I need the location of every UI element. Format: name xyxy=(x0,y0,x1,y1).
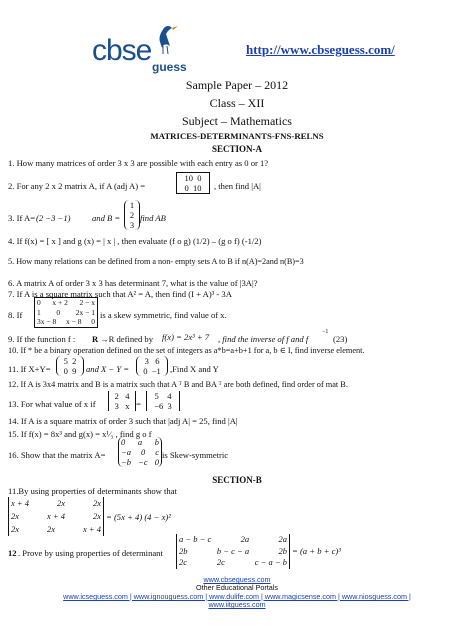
question-5: 5. How many relations can be defined from a non- empty sets A to B if n(A)=2and n(B)=3 xyxy=(8,257,304,266)
cbseguess-logo xyxy=(92,34,187,74)
question-11-and: and X − Y = xyxy=(86,364,130,374)
title-sample-paper: Sample Paper – 2012 xyxy=(185,78,289,92)
question-3-label: 3. If A= xyxy=(8,213,36,223)
question-16-matrix: 0 a b −a 0 c −b −c 0 xyxy=(118,437,162,467)
question-2-tail: , then find |A| xyxy=(214,181,261,191)
title-class: Class – XII xyxy=(209,96,265,110)
footer-iit-link[interactable]: www.iitguess.com xyxy=(208,600,266,609)
footer-portals-label: Other Educational Portals xyxy=(196,583,278,592)
section-b-heading: SECTION-B xyxy=(212,475,262,485)
question-13-det-2: 5 4 −6 3 xyxy=(146,391,180,411)
question-8-tail: is a skew symmetric, find value of x. xyxy=(100,310,227,320)
logo-subtext: guess xyxy=(152,60,187,74)
question-14: 14. If A is a square matrix of order 3 such that |adj A| = 25, find |A| xyxy=(8,416,238,426)
question-7: 7. If A is a square matrix such that A² = A, then find (I + A)³ - 3A xyxy=(8,289,232,299)
title-topics: MATRICES-DETERMINANTS-FNS-RELNS xyxy=(150,131,324,141)
question-4: 4. If f(x) = [ x ] and g (x) = | x | , then evaluate (f o g) (1/2) – (g o f) (-1/2) xyxy=(8,236,262,246)
title-subject: Subject – Mathematics xyxy=(182,114,292,128)
question-12: 12. If A is 3x4 matrix and B is a matrix such that A ᵀ B and BA ᵀ are both defined, find order of mat B. xyxy=(8,380,348,389)
question-2-matrix: 10 0 0 10 xyxy=(176,172,210,194)
question-8-label: 8. If xyxy=(8,310,23,320)
question-3-and: and B = xyxy=(92,213,121,223)
question-b11-result: = (5x + 4) (4 − x)² xyxy=(106,512,171,522)
question-b12-determinant: a − b − c 2a 2a 2b b − c − a 2b 2c 2c c − a − b xyxy=(176,534,290,569)
question-3-matrix-b: 1 2 3 xyxy=(124,200,140,230)
question-9-inverse-exp: −1 xyxy=(322,329,329,335)
question-b12-number: 12 xyxy=(8,548,17,558)
question-9-arg: (23) xyxy=(333,334,348,344)
question-9-find: , find the inverse of f and f xyxy=(218,334,309,344)
question-15: 15. If f(x) = 8x³ and g(x) = x¹⁄₃ , find g o f xyxy=(8,429,152,439)
question-13-label: 13. For what value of x if xyxy=(8,399,96,409)
question-10: 10. If * be a binary operation defined on the set of integers as a*b=a+b+1 for a, b ∈ I, find inverse element. xyxy=(8,346,365,355)
section-a-heading: SECTION-A xyxy=(211,144,262,154)
question-11-matrix-1: 5 2 0 9 xyxy=(56,356,84,376)
question-b12-result: = (a + b + c)³ xyxy=(292,546,341,556)
logo-text: cbse xyxy=(92,34,152,67)
question-6: 6. A matrix A of order 3 x 3 has determinant 7, what is the value of |3A|? xyxy=(8,278,258,288)
footer-main-link[interactable]: www.cbseguess.com xyxy=(203,575,271,584)
question-3-find: find AB xyxy=(140,213,166,223)
question-9-mapping: →R defined by xyxy=(100,334,153,344)
question-9-function: f(x) = 2x³ + 7 xyxy=(162,332,210,342)
question-9-label: 9. If the function f : xyxy=(8,334,76,344)
question-2-text: 2. For any 2 x 2 matrix A, if A (adj A) = xyxy=(8,181,146,191)
question-11-matrix-2: 3 6 0 −1 xyxy=(136,356,168,376)
question-9-domain: R xyxy=(92,334,99,344)
question-11-tail: ,Find X and Y xyxy=(170,364,219,374)
question-8-matrix: 0 x + 2 2 − x 1 0 2x − 1 3x − 8 x − 8 0 xyxy=(34,297,98,328)
question-b11-determinant: x + 4 2x 2x 2x x + 4 2x 2x 2x x + 4 xyxy=(8,497,104,536)
header-url-link[interactable]: http://www.cbseguess.com/ xyxy=(246,42,395,57)
question-b12-text: . Prove by using properties of determinant xyxy=(18,548,163,558)
question-16-label: 16. Show that the matrix A= xyxy=(8,450,106,460)
footer-portal-links[interactable]: www.icseguess.com | www.ignouguess.com | www.dulife.com | www.magicsense.com | www.niosguess.com | xyxy=(63,592,411,601)
question-1: 1. How many matrices of order 3 x 3 are possible with each entry as 0 or 1? xyxy=(8,158,269,168)
question-11-label: 11. If X+Y= xyxy=(8,364,51,374)
bird-logo-icon xyxy=(154,24,180,54)
question-16-tail: is Skew-symmetric xyxy=(162,450,229,460)
question-13-det-1: 2 4 3 x xyxy=(108,391,136,411)
question-b11-text: 11.By using properties of determinants show that xyxy=(8,486,177,496)
question-3-row-matrix: (2 −3 −1) xyxy=(36,213,71,223)
